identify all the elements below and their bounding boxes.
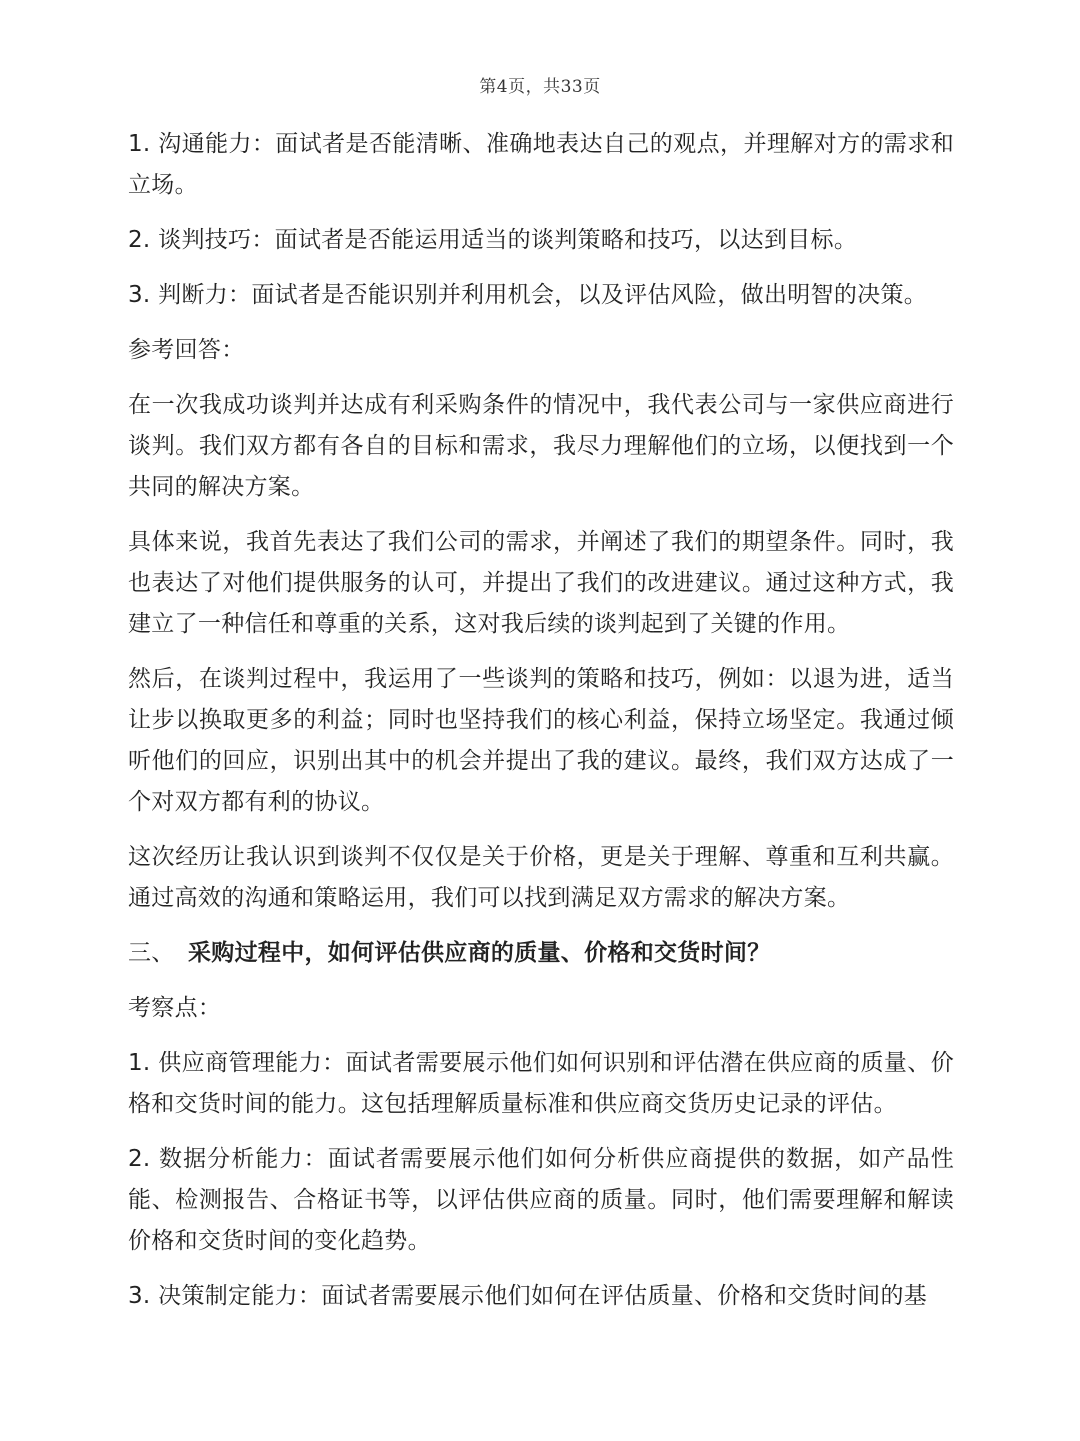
answer-paragraph-process: 然后，在谈判过程中，我运用了一些谈判的策略和技巧，例如：以退为进，适当让步以换取更多的利益；同时也坚持我们的核心利益，保持立场坚定。我通过倾听他们的回应，识别出其中的机会并提出了我的建议。最终，我们双方达成了一个对双方都有利的协议。 xyxy=(128,666,954,815)
criterion-judgment: 3. 判断力：面试者是否能识别并利用机会，以及评估风险，做出明智的决策。 xyxy=(128,282,928,308)
section-title: 采购过程中，如何评估供应商的质量、价格和交货时间？ xyxy=(188,940,771,966)
criterion-communication: 1. 沟通能力：面试者是否能清晰、准确地表达自己的观点，并理解对方的需求和立场。 xyxy=(128,131,954,198)
answer-paragraph-details: 具体来说，我首先表达了我们公司的需求，并阐述了我们的期望条件。同时，我也表达了对他们提供服务的认可，并提出了我们的改进建议。通过这种方式，我建立了一种信任和尊重的关系，这对我后续的谈判起到了关键的作用。 xyxy=(128,529,954,637)
document-body xyxy=(128,124,954,1331)
section-number: 三、 xyxy=(128,940,175,966)
answer-paragraph-conclusion: 这次经历让我认识到谈判不仅仅是关于价格，更是关于理解、尊重和互利共赢。通过高效的沟通和策略运用，我们可以找到满足双方需求的解决方案。 xyxy=(128,844,954,911)
assessment-points-label: 考察点： xyxy=(128,995,222,1021)
criterion-data-analysis: 2. 数据分析能力：面试者需要展示他们如何分析供应商提供的数据，如产品性能、检测报告、合格证书等，以评估供应商的质量。同时，他们需要理解和解读价格和交货时间的变化趋势。 xyxy=(128,1146,954,1254)
page-indicator: 第4页，共33页 xyxy=(479,77,601,97)
answer-paragraph-intro: 在一次我成功谈判并达成有利采购条件的情况中，我代表公司与一家供应商进行谈判。我们双方都有各自的目标和需求，我尽力理解他们的立场，以便找到一个共同的解决方案。 xyxy=(128,392,954,500)
criterion-decision-making: 3. 决策制定能力：面试者需要展示他们如何在评估质量、价格和交货时间的基 xyxy=(128,1283,928,1309)
section-heading xyxy=(128,933,954,974)
criterion-supplier-management: 1. 供应商管理能力：面试者需要展示他们如何识别和评估潜在供应商的质量、价格和交货时间的能力。这包括理解质量标准和供应商交货历史记录的评估。 xyxy=(128,1050,954,1117)
reference-answer-label: 参考回答： xyxy=(128,337,245,363)
criterion-negotiation: 2. 谈判技巧：面试者是否能运用适当的谈判策略和技巧，以达到目标。 xyxy=(128,227,858,253)
